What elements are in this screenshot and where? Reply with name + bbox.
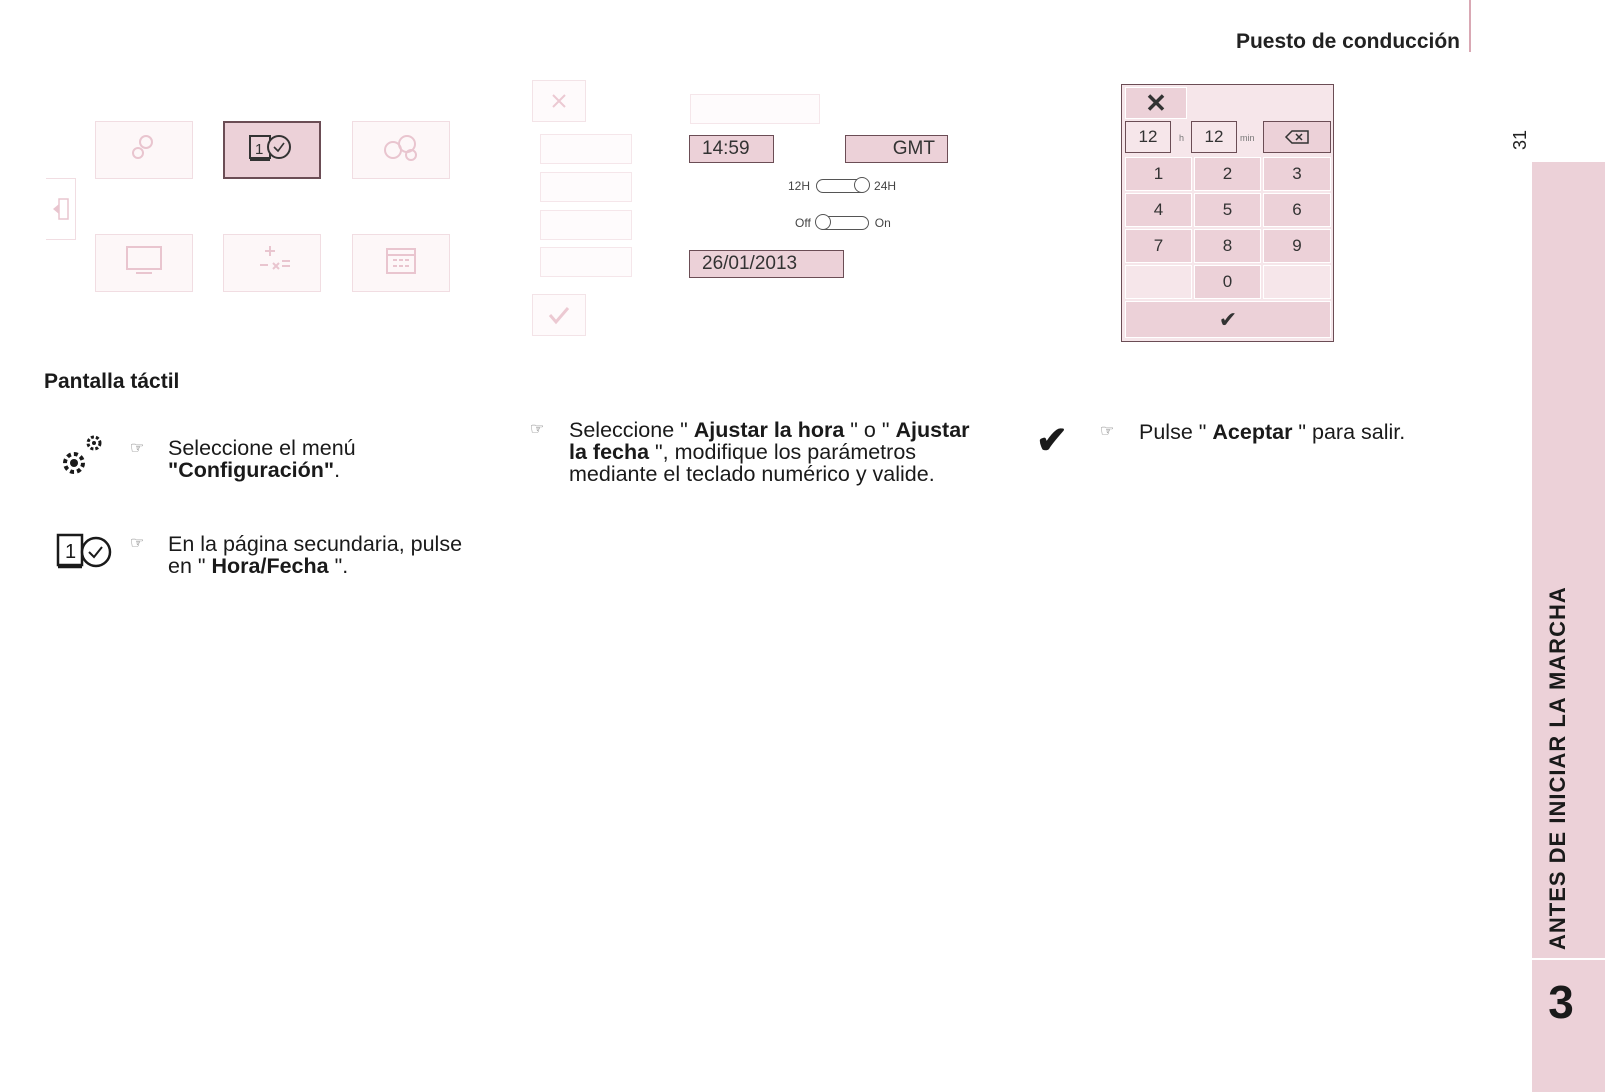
- minutes-field[interactable]: 12: [1191, 121, 1237, 153]
- date-field[interactable]: 26/01/2013: [689, 250, 844, 278]
- numeric-keypad: [1121, 84, 1334, 342]
- pointer-hand-icon: ☞: [530, 421, 545, 438]
- calculator-icon: [250, 243, 294, 284]
- pointer-hand-icon: ☞: [1100, 423, 1115, 440]
- tile-display[interactable]: [95, 234, 193, 292]
- sync-on-label: On: [874, 216, 891, 230]
- time-field[interactable]: 14:59: [689, 135, 774, 163]
- chapter-number: 3: [1548, 976, 1574, 1028]
- format-12h-label: 12H: [788, 179, 811, 193]
- key-4[interactable]: 4: [1125, 193, 1192, 227]
- sync-switch[interactable]: [817, 216, 869, 230]
- key-9[interactable]: 9: [1263, 229, 1331, 263]
- key-blank-right: [1263, 265, 1331, 299]
- sync-toggle[interactable]: [795, 216, 891, 230]
- key-7[interactable]: 7: [1125, 229, 1192, 263]
- sync-off-label: Off: [795, 216, 811, 230]
- page-header-title: Puesto de conducción: [1235, 30, 1460, 53]
- chapter-divider: [1532, 958, 1605, 960]
- time-date-icon: [56, 532, 114, 575]
- step-1-text: Seleccione el menú "Configuración".: [168, 436, 356, 482]
- key-1[interactable]: 1: [1125, 157, 1192, 191]
- menu-row-1[interactable]: [540, 134, 632, 164]
- key-blank-left: [1125, 265, 1192, 299]
- menu-row-2[interactable]: [540, 172, 632, 202]
- time-format-toggle[interactable]: [788, 179, 896, 193]
- tile-network[interactable]: [352, 121, 450, 179]
- header-divider: [1469, 0, 1471, 52]
- pointer-hand-icon: ☞: [130, 535, 145, 552]
- hours-field[interactable]: 12: [1125, 121, 1171, 153]
- key-3[interactable]: 3: [1263, 157, 1331, 191]
- calendar-icon: [379, 243, 423, 284]
- step-3-text: Seleccione " Ajustar la hora " o " Ajustar la fecha ", modifique los parámetros mediante el teclado numérico y valide.: [569, 418, 970, 486]
- format-24h-label: 24H: [874, 179, 897, 193]
- display-icon: [122, 243, 166, 284]
- menu-row-3[interactable]: [540, 210, 632, 240]
- key-8[interactable]: 8: [1194, 229, 1261, 263]
- step-2-text: En la página secundaria, pulse en " Hora/Fecha ".: [168, 532, 463, 578]
- key-5[interactable]: 5: [1194, 193, 1261, 227]
- close-icon[interactable]: ✕: [1125, 87, 1187, 119]
- format-switch[interactable]: [816, 179, 868, 193]
- network-icon: [379, 130, 423, 171]
- confirm-icon[interactable]: [532, 294, 586, 336]
- keypad-ok-icon[interactable]: ✔: [1125, 301, 1331, 338]
- pointer-hand-icon: ☞: [130, 440, 145, 457]
- settings-gear-icon: [56, 432, 108, 487]
- tile-calculator[interactable]: [223, 234, 321, 292]
- step-4-text: Pulse " Aceptar " para salir.: [1139, 420, 1406, 444]
- minutes-unit: min: [1240, 133, 1255, 143]
- backspace-icon[interactable]: [1263, 121, 1331, 153]
- tile-time-date[interactable]: [223, 121, 321, 179]
- timezone-field[interactable]: GMT: [845, 135, 948, 163]
- menu-row-4[interactable]: [540, 247, 632, 277]
- key-2[interactable]: 2: [1194, 157, 1261, 191]
- section-title: Pantalla táctil: [44, 370, 180, 393]
- hours-unit: h: [1179, 133, 1185, 143]
- key-0[interactable]: 0: [1194, 265, 1261, 299]
- screen-title-bar: [690, 94, 820, 124]
- svg-text:1: 1: [255, 140, 264, 158]
- tile-calendar[interactable]: [352, 234, 450, 292]
- svg-text:1: 1: [65, 541, 77, 563]
- chapter-title: ANTES DE INICIAR LA MARCHA: [1545, 586, 1570, 950]
- checkmark-icon: ✔: [1036, 420, 1068, 462]
- time-date-icon: [247, 130, 297, 171]
- back-arrow-icon[interactable]: [46, 178, 76, 240]
- key-6[interactable]: 6: [1263, 193, 1331, 227]
- page-number: 31: [1510, 129, 1530, 151]
- tile-config[interactable]: [95, 121, 193, 179]
- gear-icon: [126, 129, 162, 172]
- cancel-icon[interactable]: [532, 80, 586, 122]
